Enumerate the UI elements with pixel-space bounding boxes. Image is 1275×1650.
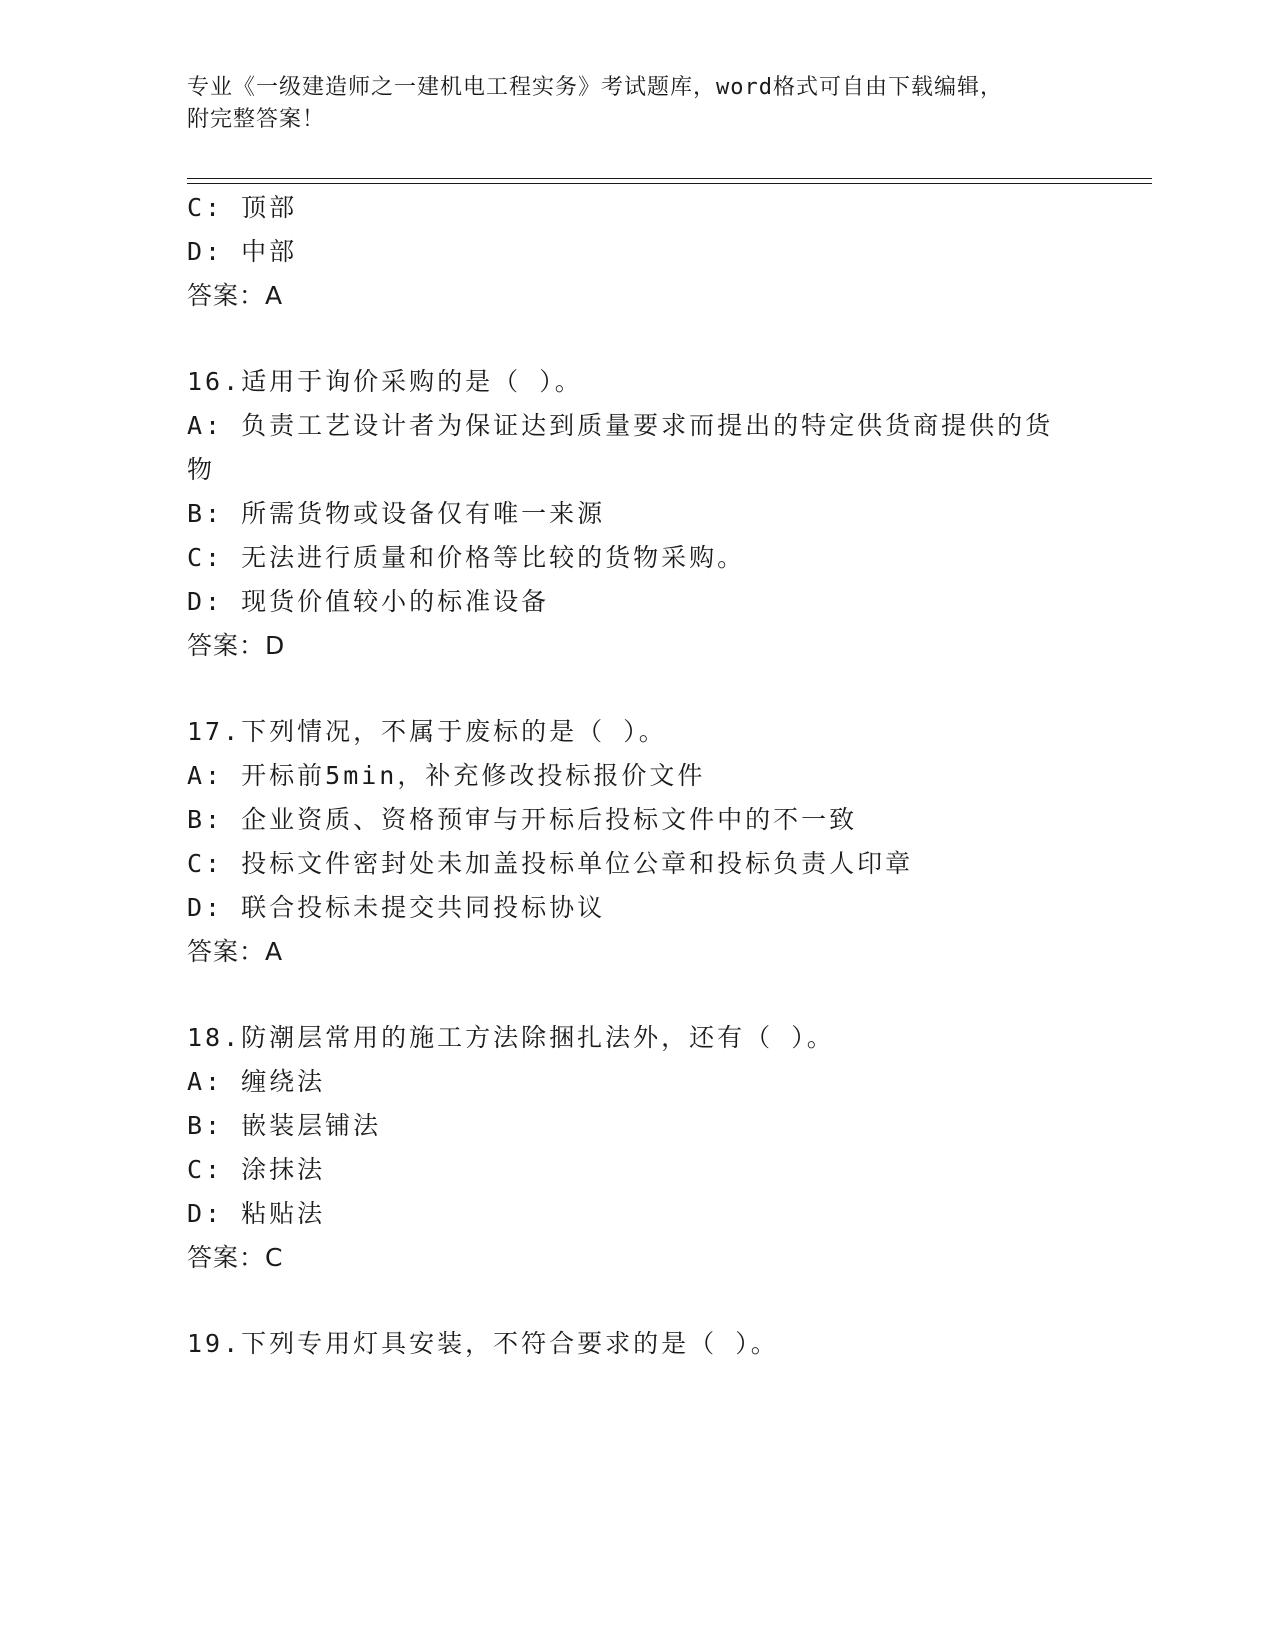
q15-option-c: C: 顶部 — [187, 193, 298, 222]
q16-option-b: B: 所需货物或设备仅有唯一来源 — [187, 499, 606, 528]
q18-option-d: D: 粘贴法 — [187, 1199, 326, 1228]
document-header — [187, 72, 1087, 136]
q16-option-d: D: 现货价值较小的标准设备 — [187, 587, 550, 616]
q17-option-b: B: 企业资质、资格预审与开标后投标文件中的不一致 — [187, 805, 858, 834]
q17-option-c: C: 投标文件密封处未加盖投标单位公章和投标负责人印章 — [187, 849, 914, 878]
q19-stem: 19.下列专用灯具安装，不符合要求的是（ ）。 — [187, 1329, 779, 1358]
q18-option-b: B: 嵌装层铺法 — [187, 1111, 382, 1140]
q17-stem: 17.下列情况，不属于废标的是（ ）。 — [187, 717, 667, 746]
q15-answer: 答案：A — [187, 281, 284, 310]
header-line-2: 附完整答案！ — [187, 107, 326, 132]
q16-stem: 16.适用于询价采购的是（ ）。 — [187, 367, 583, 396]
q16-option-c: C: 无法进行质量和价格等比较的货物采购。 — [187, 543, 746, 572]
q17-option-d: D: 联合投标未提交共同投标协议 — [187, 893, 606, 922]
q17-option-a: A: 开标前5min，补充修改投标报价文件 — [187, 761, 706, 790]
q16-option-a-line-2: 物 — [187, 455, 216, 484]
q18-answer: 答案：C — [187, 1243, 284, 1272]
q17-answer: 答案：A — [187, 937, 284, 966]
q16-answer: 答案：D — [187, 631, 286, 660]
q18-option-a: A: 缠绕法 — [187, 1067, 326, 1096]
header-divider-bottom — [187, 183, 1152, 184]
q15-option-d: D: 中部 — [187, 237, 298, 266]
header-line-1: 专业《一级建造师之一建机电工程实务》考试题库，word格式可自由下载编辑， — [187, 75, 1003, 100]
header-divider-top — [187, 178, 1152, 179]
q18-stem: 18.防潮层常用的施工方法除捆扎法外，还有（ ）。 — [187, 1023, 835, 1052]
q16-option-a-line-1: A: 负责工艺设计者为保证达到质量要求而提出的特定供货商提供的货 — [187, 411, 1054, 440]
q18-option-c: C: 涂抹法 — [187, 1155, 326, 1184]
